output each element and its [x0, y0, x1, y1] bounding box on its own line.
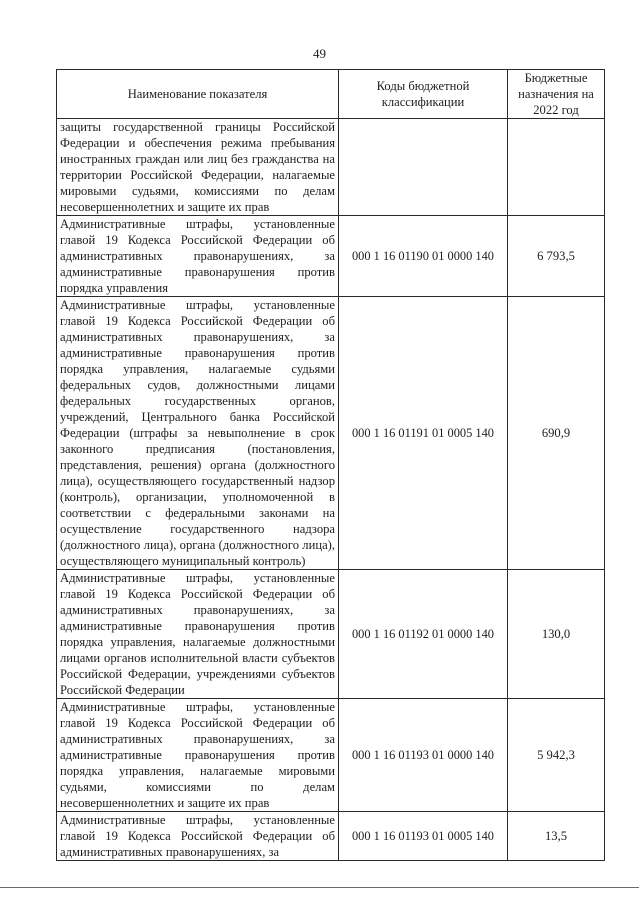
indicator-name: Административные штрафы, установленные главой 19 Кодекса Российской Федерации об административных правонарушениях, за административные правонарушения против порядка управления, налагаемые судьями федеральных судов, должностными лицами федеральных государственных органов, учреждений, Центрального банка Российской Федерации (штрафы за невыполнение в срок законного предписания (постановления, представления, решения) органа (должностного лица), осуществляющего государственный надзор (контроль), организации, уполномоченной в соответствии с федеральными законами на осуществление государственного надзора (должностного лица), органа (должностного лица), осуществляющего муниципальный контроль) — [57, 297, 339, 570]
budget-code: 000 1 16 01192 01 0000 140 — [339, 570, 508, 699]
indicator-name: Административные штрафы, установленные главой 19 Кодекса Российской Федерации об административных правонарушениях, за административные правонарушения против порядка управления — [57, 216, 339, 297]
budget-amount: 5 942,3 — [508, 699, 605, 812]
table-row — [57, 216, 605, 297]
budget-table — [56, 69, 605, 861]
budget-code: 000 1 16 01190 01 0000 140 — [339, 216, 508, 297]
table-row — [57, 570, 605, 699]
budget-amount: 13,5 — [508, 812, 605, 861]
budget-code: 000 1 16 01193 01 0000 140 — [339, 699, 508, 812]
budget-code: 000 1 16 01193 01 0005 140 — [339, 812, 508, 861]
table-row — [57, 699, 605, 812]
budget-code — [339, 119, 508, 216]
table-row — [57, 119, 605, 216]
column-header-name: Наименование показателя — [57, 70, 339, 119]
column-header-sum: Бюджетные назначения на 2022 год — [508, 70, 605, 119]
budget-amount: 130,0 — [508, 570, 605, 699]
budget-amount — [508, 119, 605, 216]
indicator-name: защиты государственной границы Российской Федерации и обеспечения режима пребывания иностранных граждан или лиц без гражданства на территории Российской Федерации, налагаемые мировыми судьями, комиссиями по делам несовершеннолетних и защите их прав — [57, 119, 339, 216]
page-bottom-rule — [0, 887, 639, 888]
indicator-name: Административные штрафы, установленные главой 19 Кодекса Российской Федерации об административных правонарушениях, за административные правонарушения против порядка управления, налагаемые должностными лицами органов исполнительной власти субъектов Российской Федерации, учреждениями субъектов Российской Федерации — [57, 570, 339, 699]
budget-code: 000 1 16 01191 01 0005 140 — [339, 297, 508, 570]
budget-amount: 6 793,5 — [508, 216, 605, 297]
indicator-name: Административные штрафы, установленные главой 19 Кодекса Российской Федерации об административных правонарушениях, за — [57, 812, 339, 861]
table-header-row — [57, 70, 605, 119]
budget-amount: 690,9 — [508, 297, 605, 570]
table-row — [57, 812, 605, 861]
column-header-code: Коды бюджетной классификации — [339, 70, 508, 119]
table-row — [57, 297, 605, 570]
page-number: 49 — [313, 46, 326, 61]
indicator-name: Административные штрафы, установленные главой 19 Кодекса Российской Федерации об административных правонарушениях, за административные правонарушения против порядка управления, налагаемые мировыми судьями, комиссиями по делам несовершеннолетних и защите их прав — [57, 699, 339, 812]
